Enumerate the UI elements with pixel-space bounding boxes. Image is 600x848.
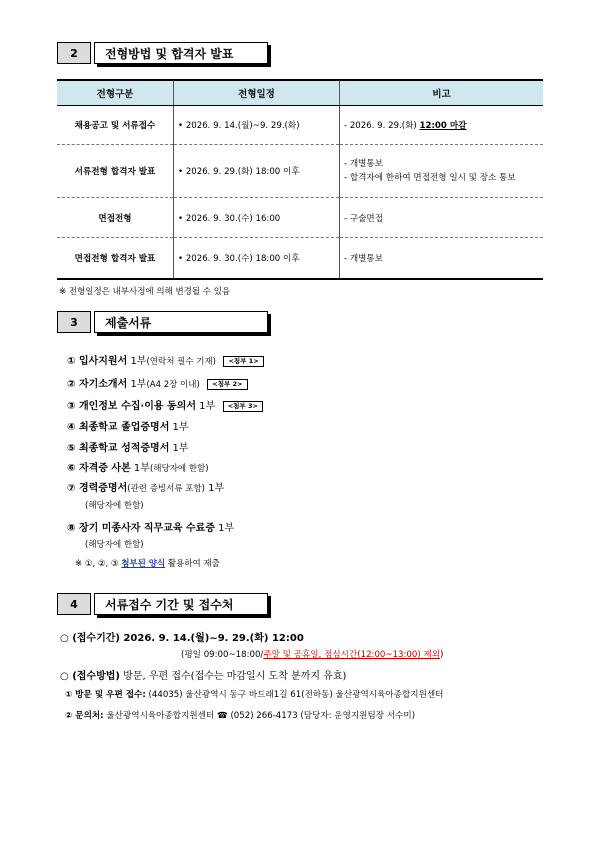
item-count: 1부 bbox=[127, 379, 147, 390]
doc-item-self-intro bbox=[67, 375, 248, 390]
section-3-title: 제출서류 bbox=[94, 311, 268, 333]
method-label: ○ (접수방법) bbox=[60, 671, 120, 682]
row-schedule: • 2026. 9. 14.(월)~9. 29.(화) bbox=[174, 106, 340, 145]
item-detail: (관련 증빙서류 포함) bbox=[127, 484, 205, 494]
table-row bbox=[57, 198, 543, 238]
item-name: 개인정보 수집·이용 동의서 bbox=[78, 401, 196, 412]
row-remark: - 구술면접 bbox=[340, 198, 544, 238]
row-remark: - 개별통보 bbox=[340, 238, 544, 280]
doc-item-license-copy bbox=[67, 459, 209, 474]
item-mark: ④ bbox=[67, 422, 76, 433]
item-mark: ⑧ bbox=[67, 523, 76, 534]
doc-item-career-cert bbox=[67, 479, 224, 494]
note-prefix: ※ ①, ②, ③ bbox=[75, 559, 122, 569]
row-schedule: • 2026. 9. 30.(수) 16:00 bbox=[174, 198, 340, 238]
row-schedule: • 2026. 9. 29.(화) 18:00 이후 bbox=[174, 145, 340, 198]
schedule-note: ※ 전형일정은 내부사정에 의해 변경될 수 있음 bbox=[59, 287, 231, 297]
item-count: 1부 bbox=[205, 483, 225, 494]
item-name: 장기 미종사자 직무교육 수료증 bbox=[78, 523, 215, 534]
address-label: ① 방문 및 우편 접수: bbox=[65, 690, 146, 700]
item-count: 1부 bbox=[130, 463, 150, 474]
section-2-number: 2 bbox=[57, 42, 91, 64]
item-mark: ① bbox=[67, 356, 76, 367]
row-remark bbox=[340, 145, 544, 198]
item-mark: ③ bbox=[67, 401, 76, 412]
table-row bbox=[57, 106, 543, 145]
doc-item-transcript bbox=[67, 439, 189, 454]
contact-info bbox=[65, 709, 415, 721]
item-count: 1부 bbox=[127, 356, 147, 367]
item-detail: (연락처 필수 기재) bbox=[146, 357, 216, 367]
doc-item-privacy-consent bbox=[67, 397, 263, 412]
header-schedule: 전형일정 bbox=[174, 80, 340, 106]
item-sub-note: (해당자에 한함) bbox=[85, 540, 144, 550]
doc-item-graduation-cert bbox=[67, 418, 189, 433]
remark-deadline: 12:00 마감 bbox=[419, 121, 467, 131]
doc-item-application bbox=[67, 352, 264, 367]
item-name: 자격증 사본 bbox=[78, 463, 131, 474]
attachment-tag: <첨부 1> bbox=[223, 356, 263, 367]
section-4-number: 4 bbox=[57, 593, 91, 615]
table-row bbox=[57, 238, 543, 280]
item-name: 최종학교 성적증명서 bbox=[78, 443, 170, 454]
item-detail: (해당자에 한함) bbox=[149, 464, 209, 474]
item-mark: ⑦ bbox=[67, 483, 76, 494]
doc-item-training-cert bbox=[67, 519, 234, 534]
remark-text: - 2026. 9. 29.(화) bbox=[344, 121, 420, 131]
item-mark: ⑤ bbox=[67, 443, 76, 454]
contact-label: ② 문의처: bbox=[65, 711, 104, 721]
item-name: 자기소개서 bbox=[78, 379, 128, 390]
header-remark: 비고 bbox=[340, 80, 544, 106]
item-count: 1부 bbox=[169, 443, 189, 454]
item-name: 최종학교 졸업증명서 bbox=[78, 422, 170, 433]
row-remark bbox=[340, 106, 544, 145]
item-detail: (A4 2장 이내) bbox=[146, 380, 200, 390]
contact-text: 울산광역시육아종합지원센터 ☎ (052) 266-4173 (담당자: 운영지원팀장 서수미) bbox=[103, 711, 416, 721]
item-name: 입사지원서 bbox=[78, 356, 128, 367]
address-text: (44035) 울산광역시 동구 바드래1길 61(전하동) 울산광역시육아종합지원센터 bbox=[145, 690, 444, 700]
item-sub-note: (해당자에 한함) bbox=[85, 501, 144, 511]
hours-suffix: ) bbox=[440, 650, 444, 660]
schedule-table bbox=[57, 79, 543, 280]
row-stage: 채용공고 및 서류접수 bbox=[57, 106, 174, 145]
attachment-tag: <첨부 2> bbox=[207, 379, 247, 390]
row-stage: 면접전형 합격자 발표 bbox=[57, 238, 174, 280]
row-stage: 면접전형 bbox=[57, 198, 174, 238]
row-stage: 서류전형 합격자 발표 bbox=[57, 145, 174, 198]
submission-address bbox=[65, 688, 443, 700]
note-suffix: 활용하여 제출 bbox=[165, 559, 220, 569]
attached-form-link: 첨부된 양식 bbox=[121, 559, 166, 569]
hours-exclusion: 주말 및 공휴일, 점심시간(12:00~13:00) 제외 bbox=[263, 650, 441, 660]
item-mark: ⑥ bbox=[67, 463, 76, 474]
section-3-number: 3 bbox=[57, 311, 91, 333]
table-row bbox=[57, 145, 543, 198]
item-count: 1부 bbox=[169, 422, 189, 433]
item-name: 경력증명서 bbox=[78, 483, 128, 494]
remark-line: - 개별통보 bbox=[344, 159, 384, 169]
item-count: 1부 bbox=[214, 523, 235, 534]
row-schedule: • 2026. 9. 30.(수) 18:00 이후 bbox=[174, 238, 340, 280]
item-count: 1부 bbox=[195, 401, 216, 412]
section-2-title: 전형방법 및 합격자 발표 bbox=[94, 42, 268, 64]
attachment-note bbox=[75, 557, 220, 569]
application-period: ○ (접수기간) 2026. 9. 14.(월)~9. 29.(화) 12:00 bbox=[60, 633, 304, 644]
header-stage: 전형구분 bbox=[57, 80, 174, 106]
section-4-title: 서류접수 기간 및 접수처 bbox=[94, 593, 268, 615]
method-text: 방문, 우편 접수(접수는 마감일시 도착 분까지 유효) bbox=[120, 671, 347, 682]
attachment-tag: <첨부 3> bbox=[223, 401, 263, 412]
application-method bbox=[60, 667, 346, 682]
item-mark: ② bbox=[67, 379, 76, 390]
application-hours bbox=[181, 648, 443, 660]
hours-prefix: (평일 09:00~18:00/ bbox=[181, 650, 264, 660]
remark-line: - 합격자에 한하여 면접전형 일시 및 장소 통보 bbox=[344, 173, 516, 183]
